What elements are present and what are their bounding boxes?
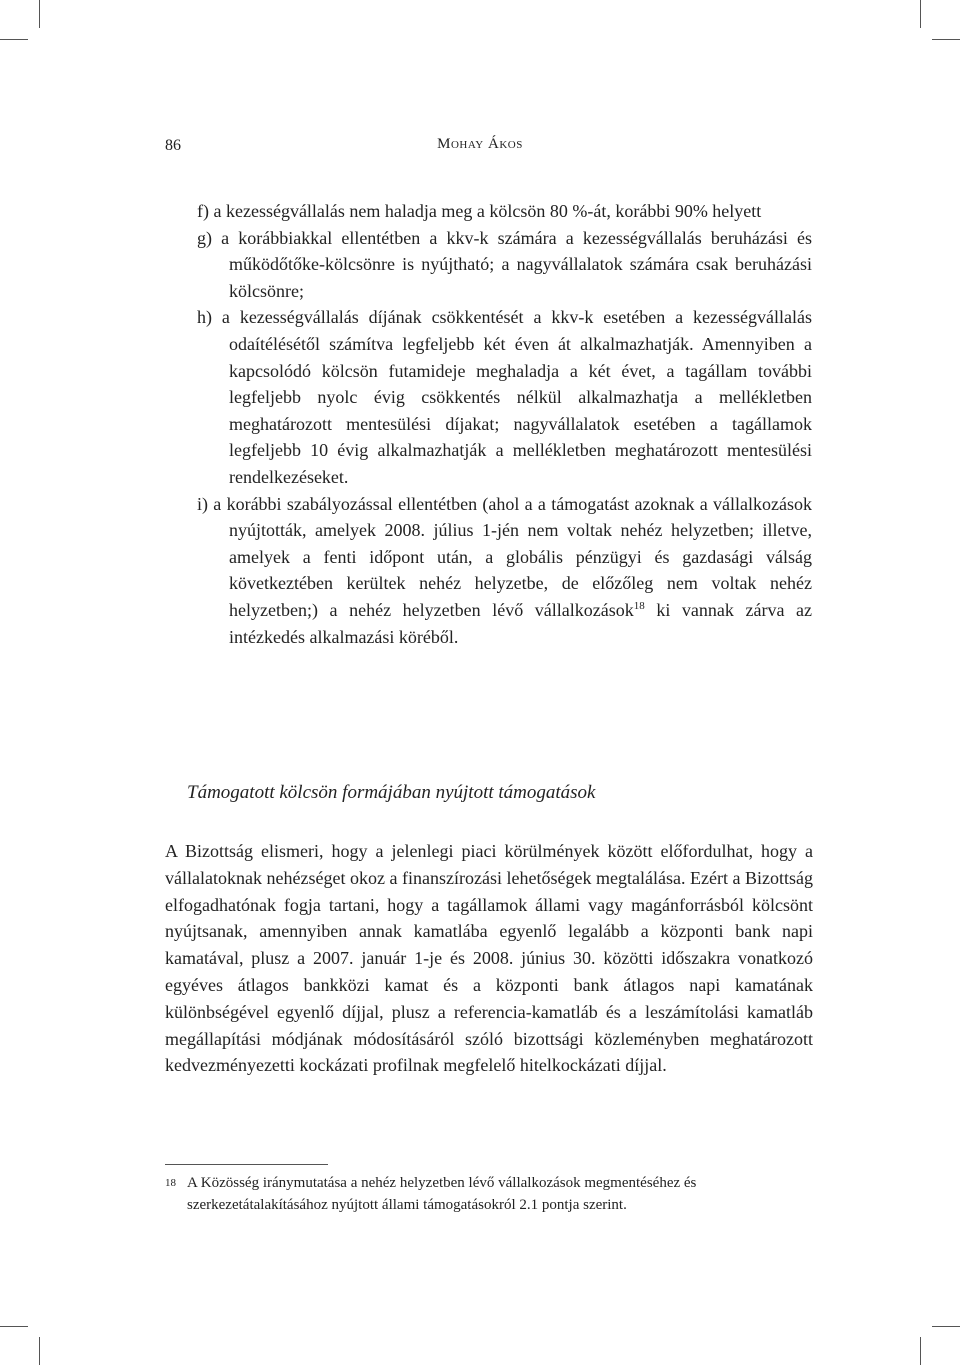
footnote-text: A Közösség iránymutatása a nehéz helyzetben lévő vállalkozások megmentéséhez és szerkezetátalakításához nyújtott állami támogatásokról 2.1 pontja szerint. xyxy=(187,1175,697,1213)
list-item xyxy=(197,491,812,651)
page-number: 86 xyxy=(165,137,181,154)
section-heading: Támogatott kölcsön formájában nyújtott támogatások xyxy=(187,782,596,803)
running-head-author: Mohay Ákos xyxy=(437,136,523,152)
footnote-number: 18 xyxy=(165,1177,176,1189)
footnote xyxy=(165,1172,815,1216)
crop-mark xyxy=(932,39,960,40)
list-item-text-continued: ki vannak zárva az intézkedés alkalmazási köréből. xyxy=(229,599,813,647)
list-item-text: h) a kezességvállalás díjának csökkentését a kkv-k esetében a kezességvállalás odaítélésétől számítva legfeljebb két éven át alkalmazhatják. Amennyiben a kapcsolódó kölcsön futamideje meghaladja a két évet, a tagállam további legfeljebb nyolc évig csökkentés nélkül alkalmazhatja a mellékletben meghatározott mentesülési díjakat; nagyvállalatok esetében a tagállamok legfeljebb 10 évig alkalmazhatják a mellékletben meghatározott mentesülési rendelkezéseket. xyxy=(197,307,812,487)
crop-mark xyxy=(0,39,28,40)
crop-mark xyxy=(932,1326,960,1327)
crop-mark xyxy=(39,1337,40,1365)
list-item xyxy=(197,198,812,225)
list-item-text: i) a korábbi szabályozással ellentétben (ahol a a támogatást azoknak a vállalkozások nyújtották, amelyek 2008. július 1-jén nem voltak nehéz helyzetben; illetve, amelyek a fenti időpont után, a globális pénzügyi és gazdasági válság következtében kerültek nehéz helyzetbe, de előzőleg nem voltak nehéz helyzetben;) a nehéz helyzetben lévő vállalkozások xyxy=(197,493,812,620)
enumerated-list xyxy=(197,198,812,650)
footnote-separator xyxy=(165,1164,328,1165)
crop-mark xyxy=(920,1337,921,1365)
list-item xyxy=(197,304,812,490)
list-item xyxy=(197,225,812,305)
list-item-text: g) a korábbiakkal ellentétben a kkv-k számára a kezességvállalás beruházási és működőtőke-kölcsönre is nyújtható; a nagyvállalatok számára csak beruházási kölcsönre; xyxy=(197,227,812,301)
list-item-text: f) a kezességvállalás nem haladja meg a kölcsön 80 %-át, korábbi 90% helyett xyxy=(197,201,762,221)
footnote-reference[interactable]: 18 xyxy=(633,599,645,612)
crop-mark xyxy=(0,1326,28,1327)
crop-mark xyxy=(920,0,921,28)
crop-mark xyxy=(39,0,40,28)
body-paragraph: A Bizottság elismeri, hogy a jelenlegi piaci körülmények között előfordulhat, hogy a vállalatoknak nehézséget okoz a finanszírozási lehetőségek megtalálása. Ezért a Bizottság elfogadhatónak fogja tartani, hogy a tagállamok állami vagy magánforrásból kölcsönt nyújtsanak, amennyiben annak kamatlába egyenlő legalább a központi bank napi kamatával, plusz a 2007. január 1-je és 2008. június 30. közötti időszakra vonatkozó egyéves átlagos bankközi kamat és a központi bank átlagos napi kamatának különbségével egyenlő díjjal, plusz a referencia-kamatláb és a leszámítolási kamatláb megállapítási módjának módosításáról szóló bizottsági közleményben meghatározott kedvezményezetti kockázati profilnak megfelelő hitelkockázati díjjal. xyxy=(165,841,813,1076)
